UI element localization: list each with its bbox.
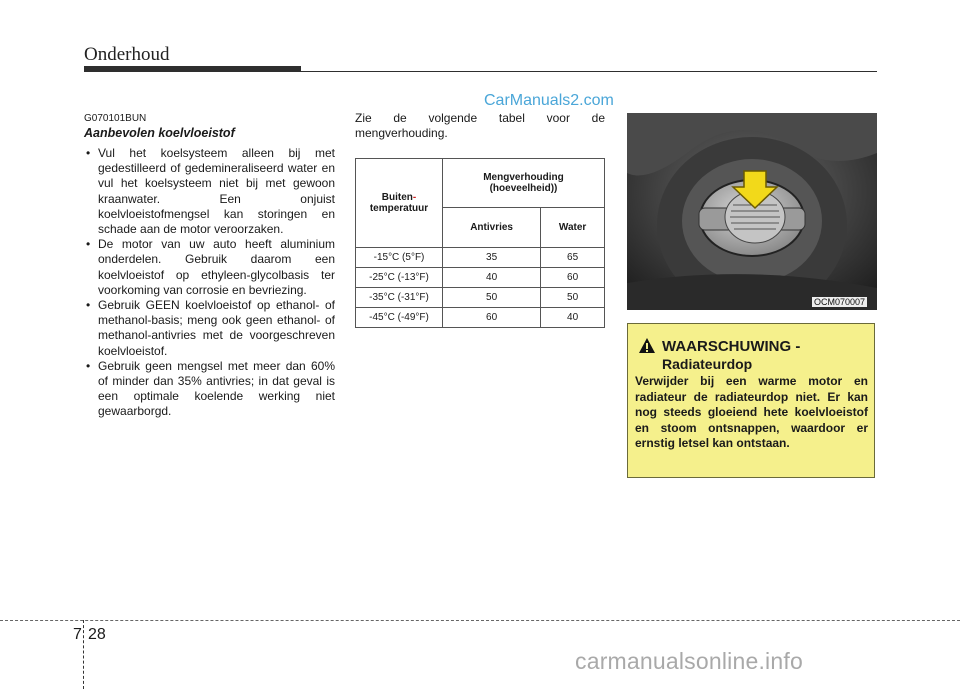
bullet-dot: • [86,237,91,252]
page-header-title: Onderhoud [84,44,170,65]
outside-temp-header: Buiten- temperatuur [356,159,443,248]
antifreeze-header: Antivries [443,208,541,248]
bullet-dot: • [86,298,91,313]
bullet-item: • Gebruik geen mengsel met meer dan 60% of minder dan 35% antivries; in dat geval is een optimale koelende werking niet gewaarborgd. [86,358,335,419]
warning-subtitle: Radiateurdop [662,356,753,372]
footer-divider [0,620,960,621]
footer-watermark[interactable]: carmanualsonline.info [575,648,803,674]
site-watermark[interactable]: CarManuals2.com [484,92,614,109]
table-row: -35°C (-31°F) 50 50 [356,288,605,308]
table-intro-text: Zie de volgende tabel voor de mengverhouding. [355,111,605,140]
photo-caption: OCM070007 [814,297,866,307]
bullet-dot: • [86,146,91,160]
radiator-cap-illustration [627,113,877,310]
warning-triangle-icon [638,337,656,354]
mixing-ratio-table [355,158,605,328]
radiator-cap-photo [627,113,877,310]
warning-body: Verwijder bij een warme motor en radiateur de radiateurdop niet. Er kan nog steeds gloeiend hete koelvloeistof en stoom ontsnappen, waardoor er ernstig letsel kan ontstaan. [635,374,868,450]
page-number: 28 [88,626,106,643]
header-rule-thin [84,71,877,72]
table-row: -25°C (-13°F) 40 60 [356,268,605,288]
bullet-dot: • [86,358,91,373]
section-subheading: Aanbevolen koelvloeistof [84,126,235,140]
bullet-item: • Vul het koelsysteem alleen bij met gedestilleerd of gedemineraliseerd water en vul het koelsysteem niet bij met gewoon kraanwater. Een onjuist koelvloeistofmengsel kan storingen en schade aan de motor veroorzaken. [86,146,335,237]
chapter-number: 7 [73,626,82,643]
footer-vertical-divider [83,620,84,689]
table-row: -15°C (5°F) 35 65 [356,248,605,268]
bullet-item: • De motor van uw auto heeft aluminium onderdelen. Gebruik daarom een koelvloeistof op ethyleen-glycolbasis ter voorkoming van corrosie en bevriezing. [86,237,335,297]
coolant-bullet-list [84,146,335,420]
water-header: Water [541,208,605,248]
table-row: -45°C (-49°F) 60 40 [356,308,605,328]
warning-title: WAARSCHUWING - [662,338,801,355]
mix-ratio-header: Mengverhouding (hoeveelheid)) [443,159,605,208]
bullet-item: • Gebruik GEEN koelvloeistof op ethanol- of methanol-basis; meng ook geen ethanol- of methanol-antivries met de voorgeschreven koelvloeistof. [86,298,335,358]
section-code: G070101BUN [84,113,147,124]
